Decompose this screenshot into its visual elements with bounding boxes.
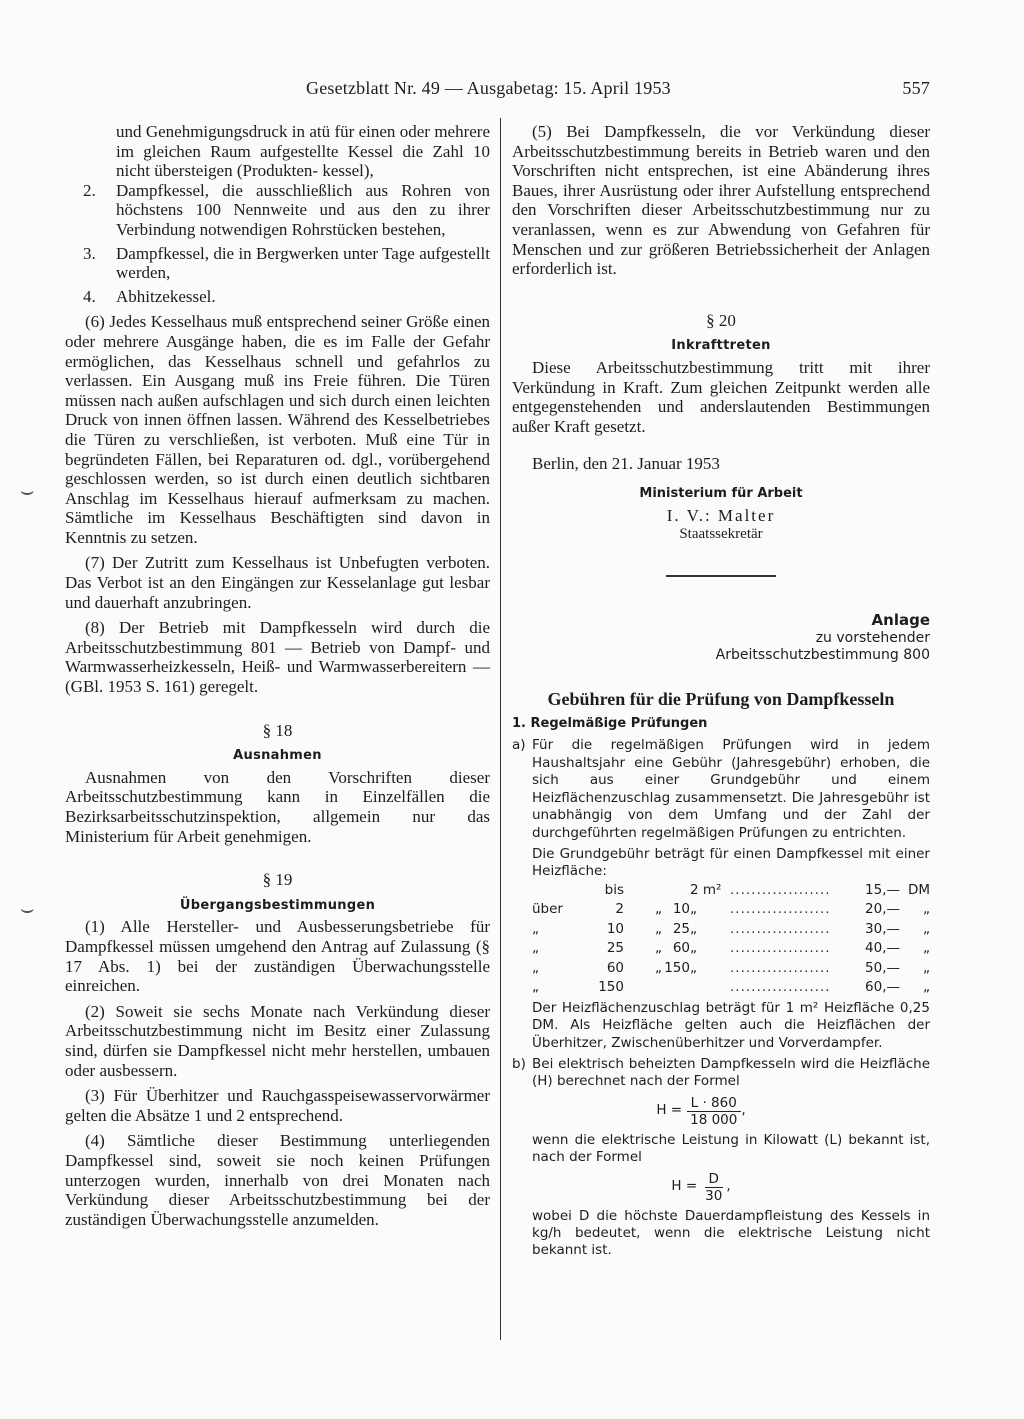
margin-mark: ⌣ [20, 896, 35, 921]
formula-lhs: H = [656, 1102, 683, 1119]
formula-tail: , [741, 1102, 746, 1119]
section-19-title: Übergangsbestimmungen [179, 897, 376, 913]
fee-cell-from: 60 [606, 959, 624, 976]
item-line: ihrer Verbindung notwendigen Rohrstücken [116, 200, 490, 239]
subsection-b-text: Bei elektrisch beheizten Dampfkesseln wird die Heizfläche (H) berechnet nach der Formel [532, 1055, 930, 1090]
annex-heading-1: 1. Regelmäßige Prüfungen [512, 715, 708, 731]
section-18-number: § 18 [262, 720, 293, 740]
fee-dots: ................... [730, 940, 831, 957]
fee-cell-prefix: „ [532, 940, 539, 957]
fee-cell-to: 10 [672, 901, 690, 918]
fee-cell-mark: „ [655, 959, 662, 976]
item-line: bestehen, [381, 219, 446, 239]
fee-cell-to [662, 978, 690, 998]
item-line: Abhitzekessel. [116, 286, 216, 306]
subsection-b-text-2: wenn die elektrische Leistung in Kilowatt (L) bekannt ist, nach der Formel [532, 1131, 930, 1166]
formula-tail: , [726, 1178, 731, 1195]
section-20-text: Diese Arbeitsschutzbestimmung tritt mit ihrer Verkündung in Kraft. Zum gleichen Zeitpunkt werden alle entgegenstehenden und anderslautenden Bestimmungen außer Kraft gesetzt. [512, 357, 930, 436]
fee-cell-prefix: über [532, 901, 563, 918]
item-number: 3. [83, 243, 96, 263]
fee-amount: 60,— [865, 979, 900, 996]
left-column [65, 122, 490, 1229]
section-18-title: Ausnahmen [233, 748, 322, 764]
formula-fraction [686, 1095, 741, 1128]
section-19-paragraph-1: (1) Alle Hersteller- und Ausbesserungsbetriebe für Dampfkessel müssen umgehend den Antrag auf Zulassung (§ 17 Abs. 1) bei der zuständigen Überwachungsstelle einreichen. [65, 917, 490, 996]
section-19-paragraph-3: (3) Für Überhitzer und Rauchgasspeisewasservorwärmer gelten die Absätze 1 und 2 entsprechend. [65, 1086, 490, 1125]
fee-dots: ................... [730, 920, 831, 937]
fee-cell-from: 2 [615, 901, 624, 918]
cont-line: die Zahl 10 nicht übersteigen (Produkten- [116, 141, 491, 181]
annex-title: Gebühren für die Prüfung von Dampfkesseln [547, 689, 895, 710]
fee-cell-prefix: „ [532, 959, 539, 976]
item-line: Dampfkessel, die ausschließlich aus Rohren [116, 180, 465, 200]
item-line: Dampfkessel, die in Bergwerken unter Tage [116, 243, 420, 263]
formula-denominator: 18 000 [690, 1111, 738, 1128]
section-19-number: § 19 [262, 870, 293, 890]
base-fee-intro: Die Grundgebühr beträgt für einen Dampfkessel mit einer Heizfläche: [532, 845, 930, 880]
continued-item-text [65, 122, 490, 181]
fee-cell-unit-area: „ [690, 901, 697, 918]
page-header [300, 78, 930, 104]
fee-cell-mark: „ [655, 901, 662, 918]
right-column [512, 122, 930, 1260]
fee-cell-to: 60 [672, 940, 690, 957]
cont-line: mehrere im gleichen Raum aufgestellte Kessel [116, 122, 490, 161]
fee-cell-mark: „ [655, 940, 662, 957]
cont-line: kessel), [322, 161, 374, 181]
fee-cell-mark [624, 978, 662, 998]
cont-line: und Genehmigungsdruck in atü für einen oder [116, 122, 435, 141]
fee-currency: „ [923, 959, 930, 976]
signature-ministry: Ministerium für Arbeit [639, 485, 803, 501]
paragraph-8: (8) Der Betrieb mit Dampfkesseln wird durch die Arbeitsschutzbestimmung 801 — Betrieb von Dampf- und Warmwasserheizkesseln, Heiß- und Warmwasserbereitern — (GBl. 1953 S. 161) geregelt. [65, 618, 490, 697]
section-19-paragraph-2: (2) Soweit sie sechs Monate nach Verkündung dieser Arbeitsschutzbestimmung nicht im Besitz einer Zulassung sind, dürfen sie Dampfkessel nicht mehr herstellen, umbauen oder ausbessern. [65, 1001, 490, 1080]
list-item-2 [65, 181, 490, 240]
list-item-4 [65, 287, 490, 307]
fee-currency: „ [923, 901, 930, 918]
place-and-date: Berlin, den 21. Januar 1953 [532, 454, 720, 474]
fee-cell-unit-area: „ [690, 940, 697, 957]
formula-fraction [701, 1171, 726, 1204]
signature-name: I. V.: Malter [666, 505, 776, 525]
fee-cell-from: 10 [606, 920, 624, 937]
separator-rule [666, 575, 776, 577]
fee-cell-from: 150 [598, 979, 624, 996]
surcharge-text: Der Heizflächenzuschlag beträgt für 1 m² Heizfläche 0,25 DM. Als Heizfläche gelten auch die Heizflächen der Überhitzer, Zwischenüberhitzer und Vorverdampfer. [532, 999, 930, 1051]
fee-dots: ................... [730, 959, 831, 976]
fee-cell-to: 150 [664, 959, 690, 976]
fee-cell-mark [624, 881, 662, 901]
formula-steam-output [512, 1171, 930, 1204]
item-line: aufgestellt werden, [116, 243, 490, 283]
item-number: 2. [83, 180, 96, 200]
annex-reference-line-1: zu vorstehender [815, 630, 930, 647]
fee-dots: ................... [730, 979, 831, 996]
fee-amount: 15,— [865, 881, 900, 898]
header-title: Gesetzblatt Nr. 49 — Ausgabetag: 15. April 1953 [306, 78, 671, 98]
formula-numerator: D [705, 1171, 723, 1188]
subsection-a-label: a) [512, 737, 526, 754]
subsection-a-text: Für die regelmäßigen Prüfungen wird in jedem Haushaltsjahr eine Gebühr (Jahresgebühr) erhoben, die sich aus einer Grundgebühr und einem Heizflächenzuschlag zusammensetzt. Die Jahresgebühr ist unabhängig von dem Umfang und der Zahl der durchgeführten regelmäßigen Prüfungen zu entrichten. [532, 737, 930, 841]
fee-amount: 40,— [865, 940, 900, 957]
fee-cell-unit-area [690, 978, 730, 998]
formula-numerator: L · 860 [687, 1095, 741, 1112]
fee-table [532, 881, 930, 998]
fee-cell-prefix: „ [532, 920, 539, 937]
fee-dots: ................... [730, 901, 831, 918]
fee-amount: 50,— [865, 959, 900, 976]
fee-cell-to: 25 [672, 920, 690, 937]
fee-cell-mark: „ [655, 920, 662, 937]
fee-cell-from: bis [604, 881, 624, 898]
fee-cell-unit-area: „ [690, 959, 697, 976]
page-number: 557 [902, 78, 930, 98]
fee-currency: „ [923, 979, 930, 996]
column-divider [500, 118, 501, 1340]
fee-cell-prefix [532, 881, 596, 901]
fee-cell-unit-area: 2 m² [690, 881, 722, 898]
item-number: 4. [83, 286, 96, 306]
section-18-text: Ausnahmen von den Vorschriften dieser Arbeitsschutzbestimmung kann in Einzelfällen die Bezirksarbeitsschutzinspektion, allgemein nur das Ministerium für Arbeit genehmigen. [65, 767, 490, 846]
subsection-a [512, 737, 930, 841]
fee-cell-from: 25 [606, 940, 624, 957]
formula-denominator: 30 [705, 1187, 723, 1204]
fee-currency: DM [907, 881, 930, 898]
section-20-title: Inkrafttreten [671, 338, 771, 354]
section-20-number: § 20 [706, 310, 736, 330]
fee-cell-unit-area: „ [690, 920, 697, 937]
section-19-paragraph-4: (4) Sämtliche dieser Bestimmung unterliegenden Dampfkessel sind, soweit sie noch keinen Prüfungen unterzogen wurden, innerhalb von drei Monaten nach Verkündung dieser Arbeitsschutzbestimmung bei der zuständigen Überwachungsstelle anzumelden. [65, 1131, 490, 1229]
item-line: von höchstens 100 Nennweite und aus den zu [116, 180, 490, 220]
paragraph-7: (7) Der Zutritt zum Kesselhaus ist Unbefugten verboten. Das Verbot ist an den Eingängen zur Kesselanlage gut lesbar und dauerhaft anzubringen. [65, 553, 490, 612]
fee-amount: 30,— [865, 920, 900, 937]
formula-electric-power [512, 1095, 930, 1128]
list-item-3 [65, 244, 490, 283]
fee-amount: 20,— [865, 901, 900, 918]
fee-cell-prefix: „ [532, 979, 539, 996]
paragraph-6: (6) Jedes Kesselhaus muß entsprechend seiner Größe einen oder mehrere Ausgänge haben, die es im Falle der Gefahr ermöglichen, das Kesselhaus schnell und gefahrlos zu verlassen. Ein Ausgang muß ins Freie führen. Die Türen müssen nach außen aufschlagen und sich durch einen leichten Druck von innen öffnen lassen. Während des Kesselbetriebes die Türen zu verschließen, ist verboten. Muß eine Tür in begründeten Fällen, bei Reparaturen od. dgl., vorübergehend geschlossen werden, so ist durch einen deutlich sichtbaren Anschlag im Kesselhaus hierauf aufmerksam zu machen. Sämtliche im Kesselhaus Beschäftigten sind davon in Kenntnis zu setzen. [65, 312, 490, 547]
margin-mark: ⌣ [20, 478, 35, 503]
signature-title: Staatssekretär [679, 526, 763, 543]
fee-dots: ................... [730, 881, 831, 898]
formula-lhs: H = [671, 1178, 698, 1195]
fee-currency: „ [923, 940, 930, 957]
fee-currency: „ [923, 920, 930, 937]
subsection-b-text-3: wobei D die höchste Dauerdampfleistung des Kessels in kg/h bedeutet, wenn die elektrische Leistung nicht bekannt ist. [532, 1207, 930, 1259]
annex-reference-line-2: Arbeitsschutzbestimmung 800 [715, 647, 930, 664]
fee-cell-to [662, 881, 690, 901]
annex-label: Anlage [871, 610, 930, 629]
subsection-b [512, 1056, 930, 1091]
subsection-b-label: b) [512, 1055, 526, 1072]
paragraph-5: (5) Bei Dampfkesseln, die vor Verkündung dieser Arbeitsschutzbestimmung bereits in Betrieb waren und den Vorschriften nicht entsprechen, ist eine Abänderung ihres Baues, ihrer Ausrüstung oder ihrer Aufstellung entsprechend den Vorschriften dieser Arbeitsschutzbestimmung nur zu veranlassen, wenn es zur Abwendung von Gefahren für Menschen und zur größeren Betriebssicherheit der Anlagen erforderlich ist. [512, 122, 930, 279]
